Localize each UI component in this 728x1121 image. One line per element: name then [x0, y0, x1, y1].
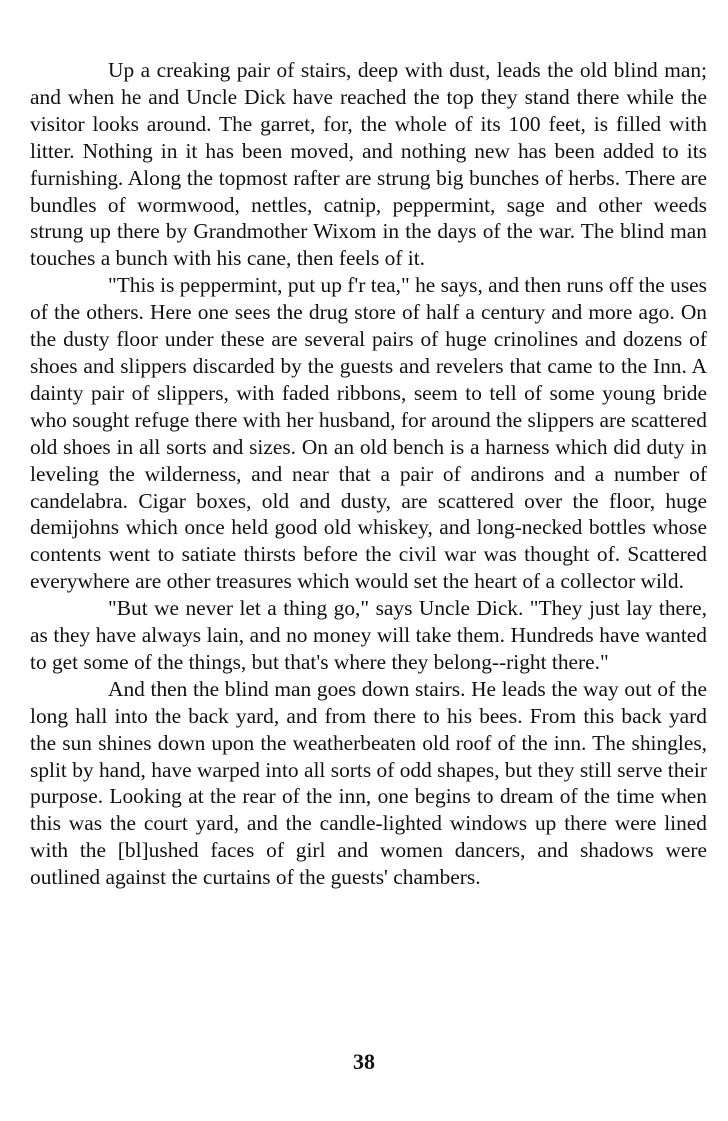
- paragraph-uncle-dick-quote: "But we never let a thing go," says Uncle Dick. "They just lay there, as they have always lain, and no money will take them. Hundreds have wanted to get some of the things, but that's where they belong--right there.": [30, 596, 707, 674]
- paragraph-garret: Up a creaking pair of stairs, deep with dust, leads the old blind man; and when he and Uncle Dick have reached the top they stand there while the visitor looks around. The garret, for, the whole of its 100 feet, is filled with litter. Nothing in it has been moved, and nothing new has been added to its furnishing. Along the topmost rafter are strung big bunches of herbs. There are bundles of wormwood, nettles, catnip, peppermint, sage and other weeds strung up there by Grandmother Wixom in the days of the war. The blind man touches a bunch with his cane, then feels of it.: [30, 58, 707, 271]
- paragraph-back-yard: And then the blind man goes down stairs. He leads the way out of the long hall into the back yard, and from there to his bees. From this back yard the sun shines down upon the weatherbeaten old roof of the inn. The shingles, split by hand, have warped into all sorts of odd shapes, but they still serve their purpose. Looking at the rear of the inn, one begins to dream of the time when this was the court yard, and the candle-lighted windows up there were lined with the [bl]ushed faces of girl and women dancers, and shadows were outlined against the curtains of the guests' chambers.: [30, 676, 707, 890]
- page-number: 38: [353, 1049, 375, 1074]
- paragraph-peppermint: "This is peppermint, put up f'r tea," he says, and then runs off the uses of the others. Here one sees the drug store of half a century and more ago. On the dusty floor under these are several pairs of huge crinolines and dozens of shoes and slippers discarded by the guests and revelers that came to the Inn. A dainty pair of slippers, with faded ribbons, seem to tell of some young bride who sought refuge there with her husband, for around the slippers are scattered old shoes in all sorts and sizes. On an old bench is a harness which did duty in leveling the wilderness, and near that a pair of andirons and a number of candelabra. Cigar boxes, old and dusty, are scattered over the floor, huge demijohns which once held good old whiskey, and long-necked bottles whose contents went to satiate thirsts before the civil war was thought of. Scattered everywhere are other treasures which would set the heart of a collector wild.: [30, 273, 707, 594]
- body-text: [30, 57, 707, 891]
